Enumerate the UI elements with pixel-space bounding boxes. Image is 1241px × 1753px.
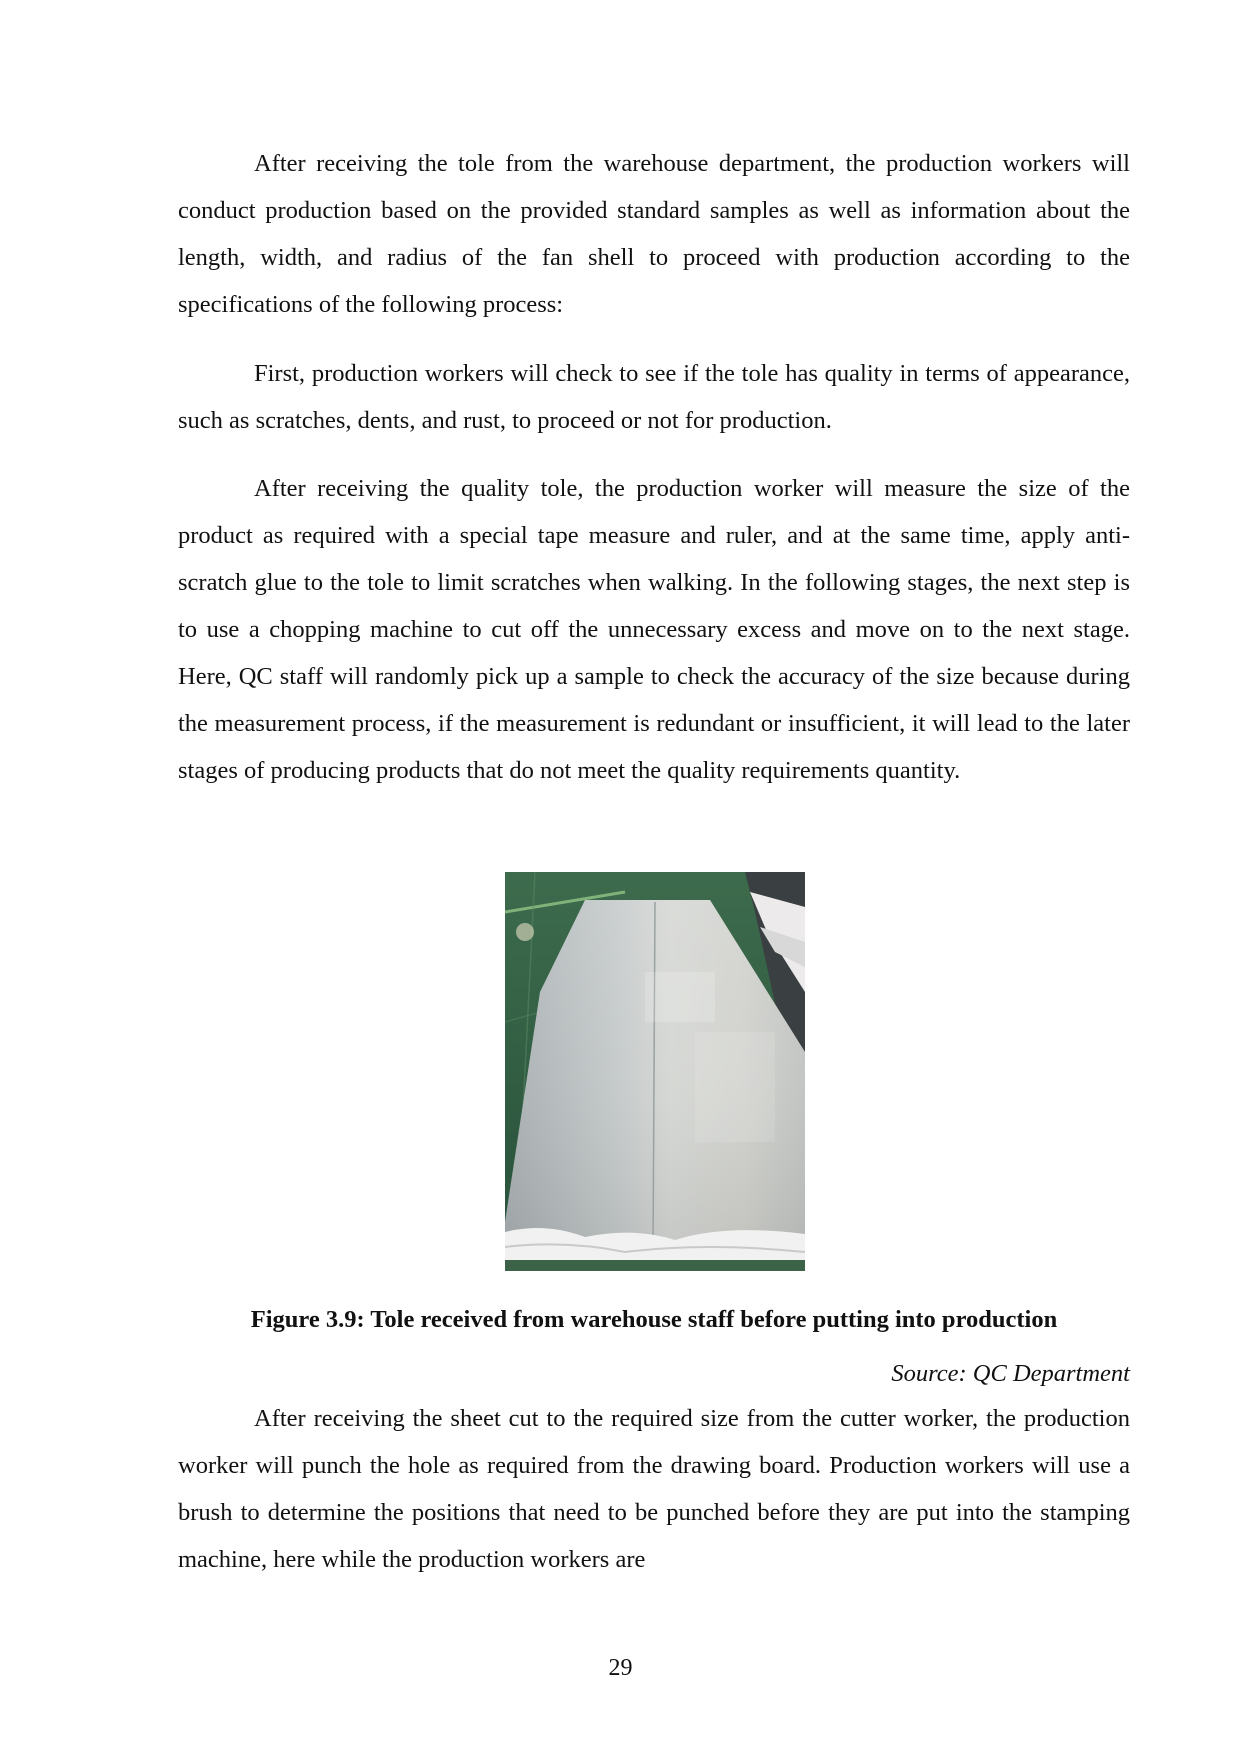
- paragraph-intro: After receiving the tole from the warehouse department, the production workers will conduct production based on the provided standard samples as well as information about the length, width, and radius of the fan shell to proceed with production according to the specifications of the following process:: [178, 150, 1130, 318]
- page-number: 29: [608, 1655, 633, 1681]
- figure-caption: Figure 3.9: Tole received from warehouse staff before putting into production: [250, 1306, 1058, 1333]
- paragraph-punching: After receiving the sheet cut to the required size from the cutter worker, the production worker will punch the hole as required from the drawing board. Production workers will use a brush to determine the positions that need to be punched before they are put into the stamping machine, here while the production workers are: [178, 1405, 1130, 1573]
- figure-tole-photo: [505, 872, 805, 1271]
- paragraph-measurement: After receiving the quality tole, the production worker will measure the size of the product as required with a special tape measure and ruler, and at the same time, apply anti-scratch glue to the tole to limit scratches when walking. In the following stages, the next step is to use a chopping machine to cut off the unnecessary excess and move on to the next stage. Here, QC staff will randomly pick up a sample to check the accuracy of the size because during the measurement process, if the measurement is redundant or insufficient, it will lead to the later stages of producing products that do not meet the quality requirements quantity.: [178, 475, 1130, 784]
- paragraph-quality-check: First, production workers will check to see if the tole has quality in terms of appearance, such as scratches, dents, and rust, to proceed or not for production.: [178, 360, 1130, 434]
- figure-source: Source: QC Department: [891, 1360, 1130, 1387]
- tole-sheet-photo: [505, 872, 805, 1271]
